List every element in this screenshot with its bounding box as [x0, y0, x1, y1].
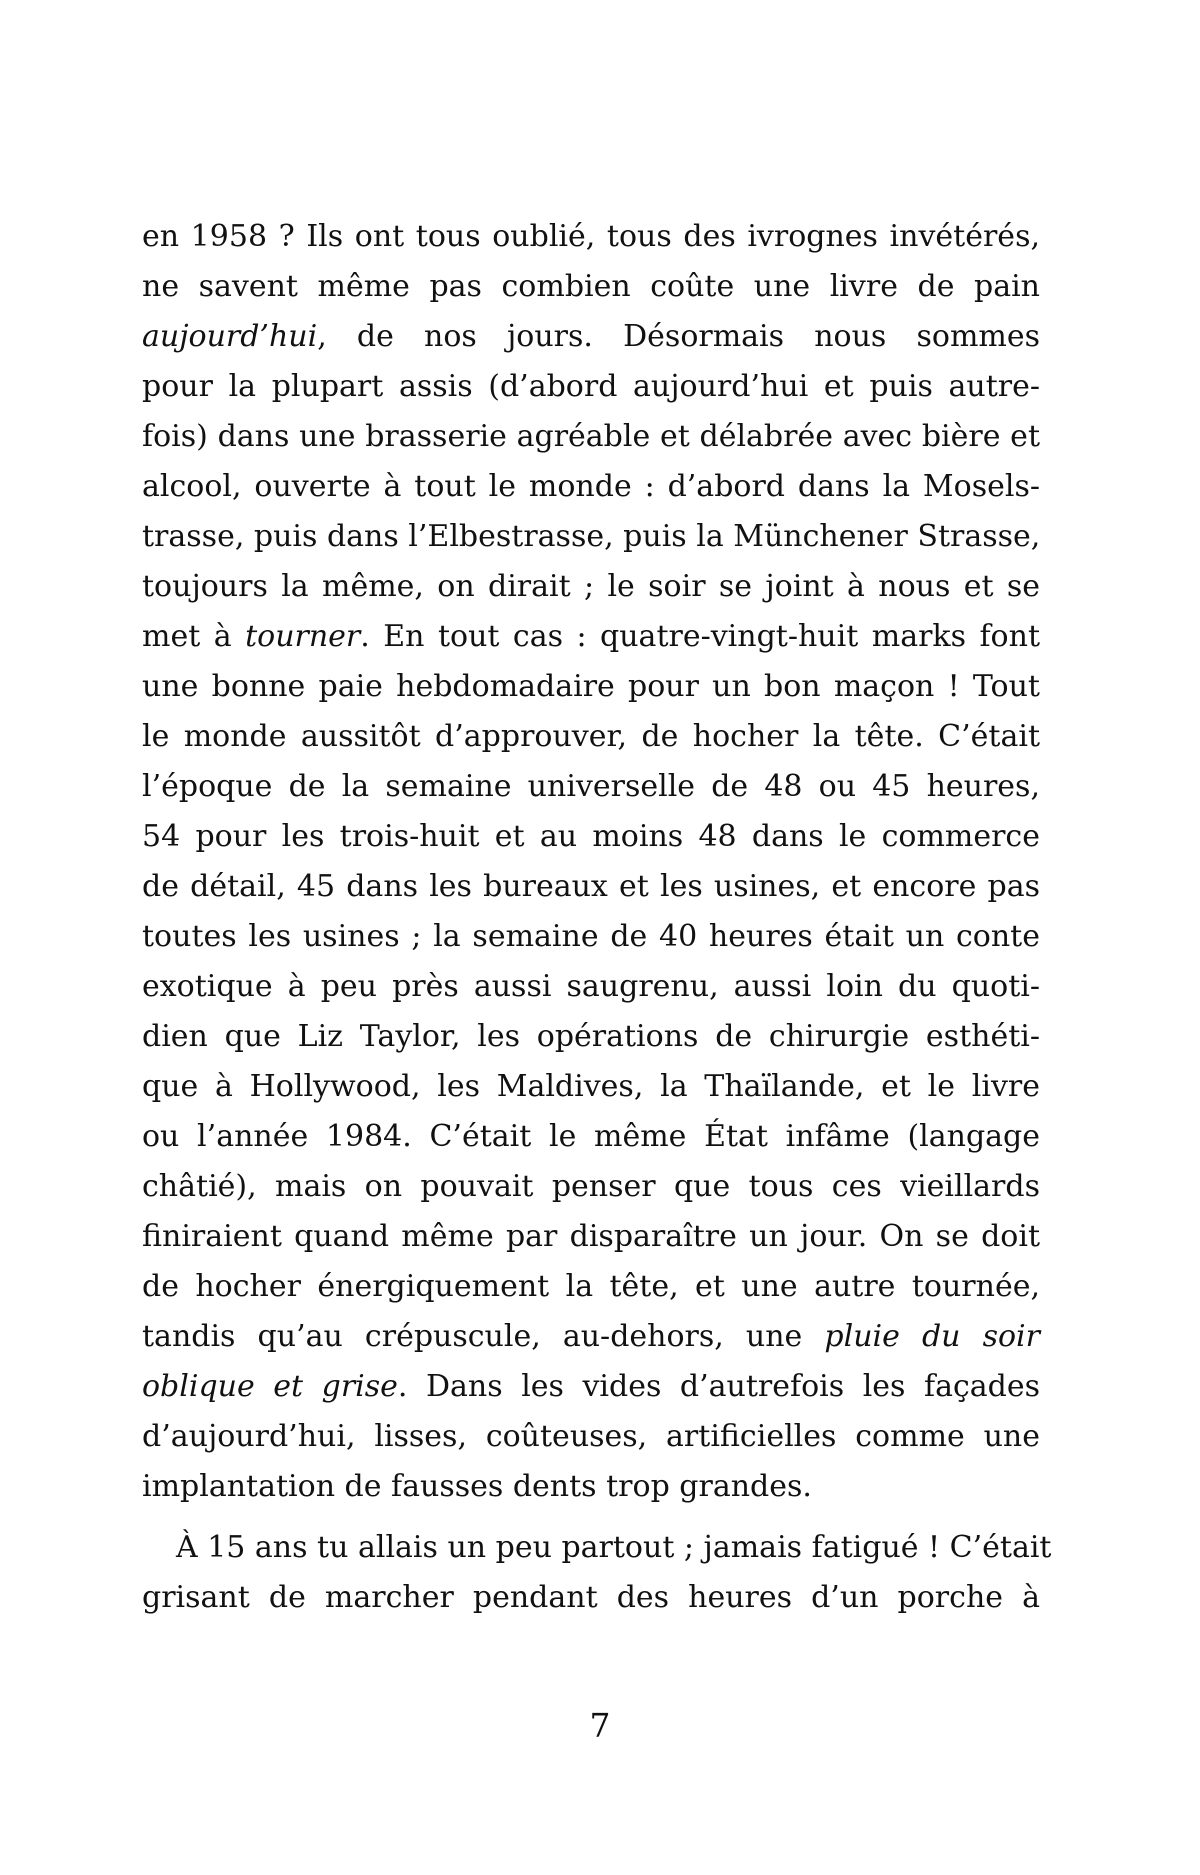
italic-run: pluie du soir — [824, 1319, 1040, 1354]
text-run: de hocher énergiquement la tête, et une autre tournée, — [142, 1269, 1040, 1304]
text-run: . Dans les vides d’autrefois les façades — [397, 1369, 1041, 1404]
text-run: d’aujourd’hui, lisses, coûteuses, artificielles comme une — [142, 1419, 1040, 1454]
text-run: alcool, ouverte à tout le monde : d’abord dans la Mosels- — [142, 469, 1040, 504]
text-line — [142, 1312, 1040, 1362]
text-run: met à — [142, 619, 246, 654]
text-run: implantation de fausses dents trop grandes. — [142, 1469, 812, 1504]
text-run: grisant de marcher pendant des heures d’un porche à — [142, 1580, 1040, 1615]
text-run: ne savent même pas combien coûte une livre de pain — [142, 269, 1040, 304]
text-run: une bonne paie hebdomadaire pour un bon maçon ! Tout — [142, 669, 1040, 704]
text-line — [142, 1212, 1040, 1262]
text-line — [142, 962, 1040, 1012]
text-run: ou l’année 1984. C’était le même État infâme (langage — [142, 1119, 1040, 1154]
text-line — [142, 812, 1040, 862]
text-run: toutes les usines ; la semaine de 40 heures était un conte — [142, 919, 1040, 954]
text-line — [142, 1573, 1040, 1623]
italic-run: oblique et grise — [142, 1369, 398, 1404]
italic-run: aujourd’hui — [142, 319, 318, 354]
text-run: . En tout cas : quatre-vingt-huit marks font — [360, 619, 1040, 654]
text-line — [142, 412, 1040, 462]
text-line — [142, 362, 1040, 412]
page-number: 7 — [589, 1706, 611, 1745]
text-line — [142, 212, 1040, 262]
text-line — [142, 512, 1040, 562]
text-line — [142, 312, 1040, 362]
text-line — [142, 1012, 1040, 1062]
text-run: fois) dans une brasserie agréable et délabrée avec bière et — [142, 419, 1040, 454]
text-run: trasse, puis dans l’Elbestrasse, puis la Münchener Strasse, — [142, 519, 1041, 554]
text-line — [142, 712, 1040, 762]
text-line — [142, 262, 1040, 312]
text-line — [142, 462, 1040, 512]
text-run: dien que Liz Taylor, les opérations de chirurgie esthéti- — [142, 1019, 1040, 1054]
text-run: de détail, 45 dans les bureaux et les usines, et encore pas — [142, 869, 1040, 904]
text-line — [142, 562, 1040, 612]
paragraph-gap — [142, 1512, 1040, 1523]
body-text — [142, 212, 1052, 1623]
text-line — [142, 662, 1040, 712]
text-line — [142, 1362, 1040, 1412]
text-run: pour la plupart assis (d’abord aujourd’hui et puis autre- — [142, 369, 1040, 404]
text-run: 54 pour les trois-huit et au moins 48 dans le commerce — [142, 819, 1040, 854]
text-line — [142, 1262, 1040, 1312]
text-line — [142, 1412, 1040, 1462]
text-run: que à Hollywood, les Maldives, la Thaïlande, et le livre — [142, 1069, 1040, 1104]
text-run: toujours la même, on dirait ; le soir se joint à nous et se — [142, 569, 1040, 604]
text-run: le monde aussitôt d’approuver, de hocher la tête. C’était — [142, 719, 1040, 754]
text-run: tandis qu’au crépuscule, au-dehors, une — [142, 1319, 825, 1354]
text-line — [142, 912, 1040, 962]
text-line — [142, 1112, 1040, 1162]
text-line — [142, 1062, 1040, 1112]
text-line — [142, 762, 1040, 812]
text-run: , de nos jours. Désormais nous sommes — [317, 319, 1040, 354]
text-run: l’époque de la semaine universelle de 48 ou 45 heures, — [142, 769, 1040, 804]
text-line — [142, 612, 1040, 662]
text-line — [142, 1462, 1040, 1512]
text-line — [142, 1523, 1052, 1573]
text-run: châtié), mais on pouvait penser que tous ces vieillards — [142, 1169, 1040, 1204]
text-run: À 15 ans tu allais un peu partout ; jamais fatigué ! C’était — [176, 1530, 1052, 1565]
italic-run: tourner — [245, 619, 361, 654]
text-line — [142, 862, 1040, 912]
text-line — [142, 1162, 1040, 1212]
text-run: en 1958 ? Ils ont tous oublié, tous des ivrognes invétérés, — [142, 219, 1040, 254]
text-run: finiraient quand même par disparaître un jour. On se doit — [142, 1219, 1040, 1254]
text-run: exotique à peu près aussi saugrenu, aussi loin du quoti- — [142, 969, 1040, 1004]
